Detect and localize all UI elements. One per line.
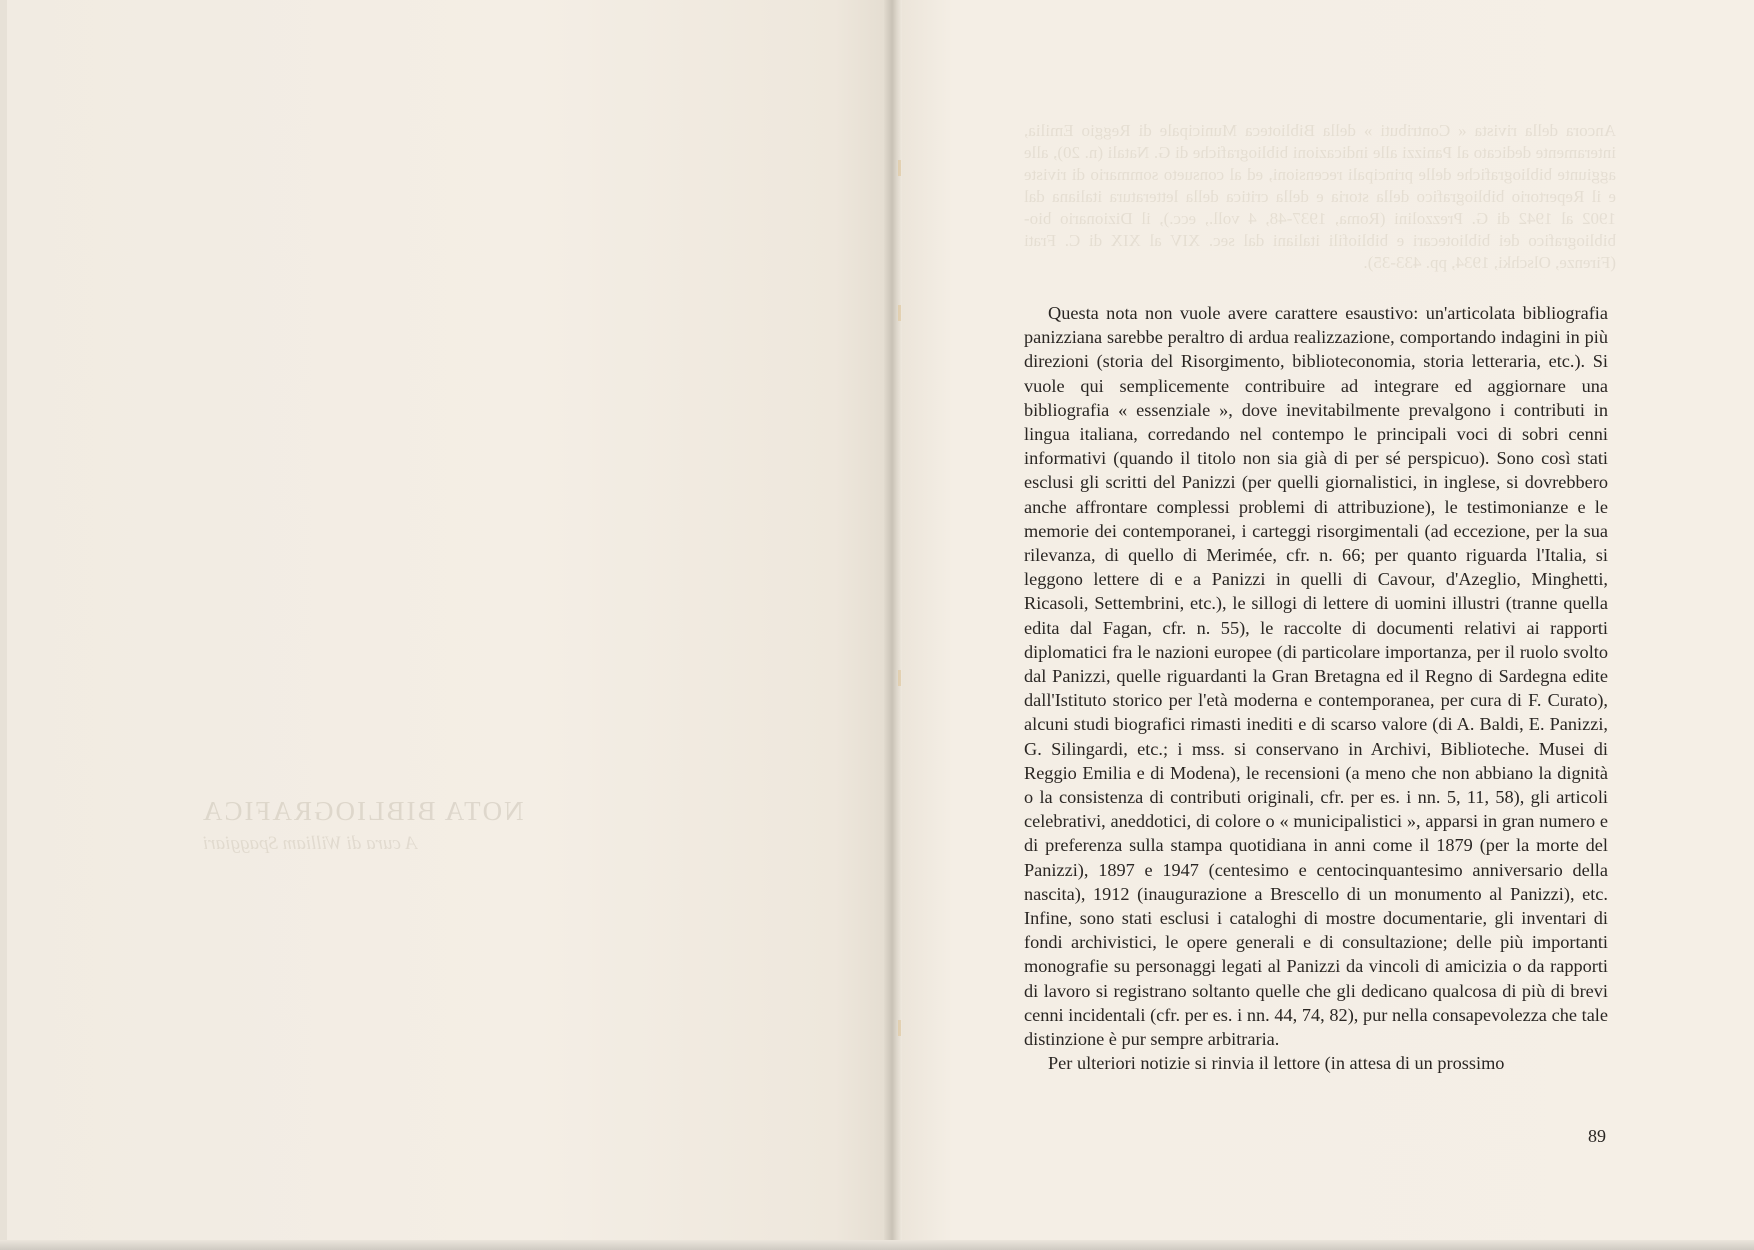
show-through-subtitle: A cura di William Spaggiari [203,833,417,854]
page-bottom-edge [0,1240,1754,1250]
edge-mark [898,670,901,686]
edge-mark [898,160,901,176]
page-number: 89 [1588,1126,1606,1146]
edge-mark [898,1020,901,1036]
edge-mark [898,305,901,321]
paragraph-1: Questa nota non vuole avere carattere esaustivo: un'articolata bibliografia panizziana sarebbe peraltro di ardua realizzazione, comportando indagini in più direzioni (storia del Risorgimento, biblioteconomia, storia letteraria, etc.). Si vuole qui semplicemente contribuire ad integrare ed aggiornare una bibliografia « essenziale », dove inevitabilmente prevalgono i contributi in lingua italiana, corredando nel contempo le principali voci di sobri cenni informativi (quando il titolo non sia già di per sé perspicuo). Sono così stati esclusi gli scritti del Panizzi (per quelli giornalistici, in inglese, si dovrebbero anche affrontare complessi problemi di attribuzione), le testimonianze e le memorie dei contemporanei, i carteggi risorgimentali (ad eccezione, per la sua rilevanza, di quello di Merimée, cfr. n. 66; per quanto riguarda l'Italia, si leggono lettere di e a Panizzi in quelli di Cavour, d'Azeglio, Minghetti, Ricasoli, Settembrini, etc.), le sillogi di lettere di uomini illustri (tranne quella edita dal Fagan, cfr. n. 55), le raccolte di documenti relativi ai rapporti diplomatici fra le nazioni europee (di particolare importanza, per il ruolo svolto dal Panizzi, quelle riguardanti la Gran Bretagna ed il Regno di Sardegna edite dall'Istituto storico per l'età moderna e contemporanea, per cura di F. Curato), alcuni studi biografici rimasti inediti e di scarso valore (di A. Baldi, E. Panizzi, G. Silingardi, etc.; i mss. si conservano in Archivi, Biblioteche. Musei di Reggio Emilia e di Modena), le recensioni (a meno che non abbiano la dignità o la consistenza di contributi originali, cfr. per es. i nn. 5, 11, 58), gli articoli celebrativi, aneddotici, di colore o « municipalistici », apparsi in gran numero e di preferenza sulla stampa quotidiana in anni come il 1879 (per la morte del Panizzi), 1897 e 1947 (centesimo e centocinquantesimo anniversario della nascita), 1912 (inaugurazione a Brescello di un monumento al Panizzi), etc. Infine, sono stati esclusi i cataloghi di mostre documentarie, gli inventari di fondi archivistici, le opere generali e di consultazione; delle più importanti monografie su personaggi legati al Panizzi da vincoli di amicizia o da rapporti di lavoro si registrano soltanto quelle che gli dedicano qualcosa di più di brevi cenni incidentali (cfr. per es. i nn. 44, 74, 82), pur nella consapevolezza che tale distinzione è pur sempre arbitraria. [1024,303,1608,1050]
body-text [1024,301,1608,1076]
show-through-text: Ancora della rivista « Contributi » della Biblioteca Municipale di Reggio Emilia, interamente dedicato al Panizzi alle indicazioni bibliografiche di G. Natali (n. 20), alle aggiunte bibliografiche delle principali recensioni, ed al consueto sommario di riviste e il Repertorio bibliografico della storia e della critica della letteratura italiana dal 1902 al 1942 di G. Prezzolini (Roma, 1937-48, 4 voll., ecc.), il Dizionario bio-bibliografico dei bibliotecari e bibliofili italiani dal sec. XIV al XIX di C. Frati (Firenze, Olschki, 1934, pp. 433-35). [1024,121,1616,272]
paragraph-2: Per ulteriori notizie si rinvia il lettore (in attesa di un prossimo [1048,1053,1505,1074]
show-through-title: NOTA BIBLIOGRAFICA [201,796,524,826]
book-gutter [884,0,902,1250]
